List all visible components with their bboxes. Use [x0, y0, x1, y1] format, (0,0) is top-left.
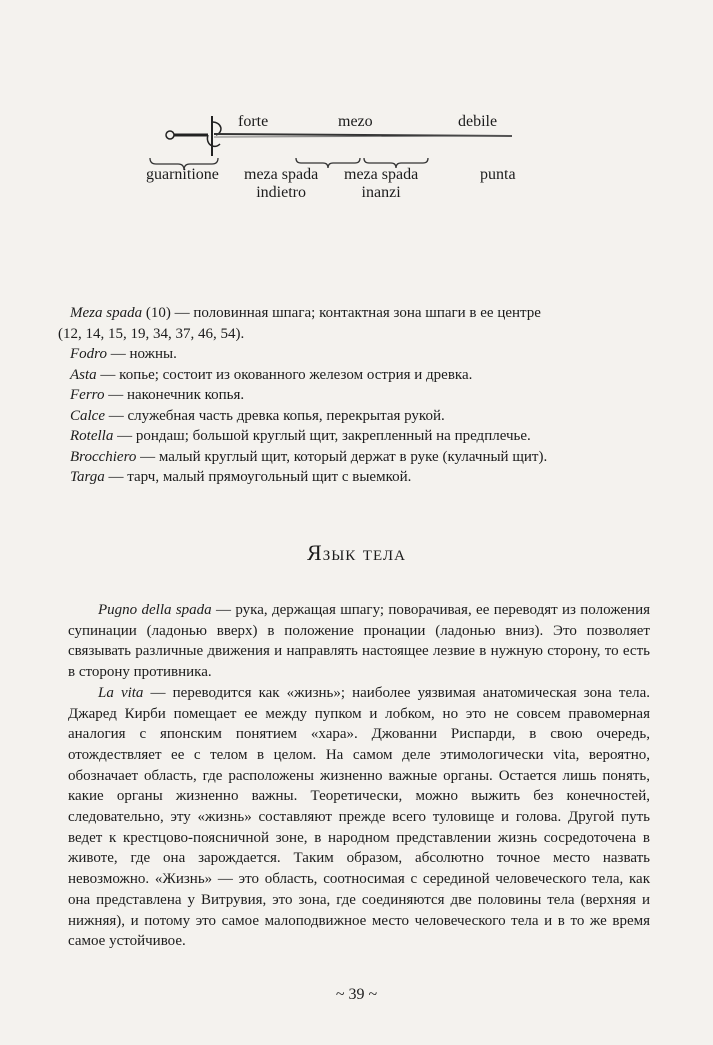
glossary-term: Ferro: [70, 387, 105, 403]
page-number: ~ 39 ~: [335, 986, 378, 1003]
glossary-term: Meza spada: [70, 305, 143, 321]
label-debile: debile: [458, 113, 498, 130]
section-title: Язык тела: [307, 540, 406, 565]
label-meza-spada-inanzi: [344, 166, 418, 202]
body-text: [68, 600, 650, 952]
sword-diagram: [0, 100, 713, 230]
glossary-entry-continuation: (12, 14, 15, 19, 34, 37, 46, 54).: [58, 325, 245, 342]
label-punta: punta: [480, 166, 516, 183]
glossary-entry: [70, 406, 650, 427]
glossary-entry: [70, 447, 650, 468]
label-line2: indietro: [256, 184, 306, 201]
paragraph: [68, 600, 650, 683]
glossary-entry: [70, 303, 650, 324]
glossary-definition: — служебная часть древка копья, перекрытая рукой.: [105, 407, 445, 424]
label-mezo: mezo: [338, 113, 373, 130]
glossary-definition: — малый круглый щит, который держат в руке (кулачный щит).: [136, 448, 548, 465]
glossary-entry: [70, 426, 650, 447]
glossary-term: Fodro: [70, 346, 107, 362]
glossary-definition: — рондаш; большой круглый щит, закрепленный на предплечье.: [113, 428, 531, 444]
glossary-definition: — наконечник копья.: [104, 387, 245, 403]
paragraph: [68, 683, 650, 952]
label-forte: forte: [238, 113, 269, 130]
glossary-term: Rotella: [70, 428, 114, 444]
label-line1: meza spada: [244, 166, 319, 183]
label-guarnitione: guarnitione: [146, 166, 219, 183]
label-line1: meza spada: [344, 166, 419, 183]
glossary-definition: (10) — половинная шпага; контактная зона шпаги в ее центре: [142, 305, 541, 321]
glossary-term: Brocchiero: [70, 448, 137, 465]
glossary-entry: [70, 365, 650, 386]
paragraph-term: La vita: [98, 684, 144, 701]
glossary-definition: — копье; состоит из окованного железом острия и древка.: [96, 366, 473, 383]
label-meza-spada-indietro: [244, 166, 318, 202]
paragraph-text: — рука, держащая шпагу; поворачивая, ее переводят из положения супинации (ладонью вверх) в положение пронации (ладонью вниз). Это позволяет связывать различные движения и направлять настоящее лезвие в нужную сторону, то есть в сторону противника.: [68, 602, 651, 681]
glossary-list: [58, 303, 650, 488]
glossary-term: Asta: [70, 366, 97, 383]
glossary-term: Calce: [70, 407, 105, 424]
glossary-entry: [70, 344, 650, 365]
paragraph-term: Pugno della spada: [98, 602, 212, 618]
paragraph-text: — переводится как «жизнь»; наиболее уязвимая анатомическая зона тела. Джаред Кирби помещает ее между пупком и лобком, но это не совсем правомерная аналогия с японским понятием «хара». Джованни Риспарди, в свою очередь, отождествляет ее с телом в целом. На самом деле этимологически vita, вероятно, обозначает область, где расположены жизненно важные органы. Остается лишь понять, какие органы жизненно важны. Теоретически, можно выжить без конечностей, следовательно, эту «жизнь» составляют прежде всего туловище и голова. Другой путь ведет к крестцово-поясничной зоне, в народном представлении жизнь сосредоточена в животе, где она зарождается. Таким образом, абсолютно точное место назвать невозможно. «Жизнь» — это область, соотносимая с серединой человеческого тела, как она представлена у Витрувия, это зона, где соединяются две половины тела (верхняя и нижняя), и потому это самое малоподвижное место человеческого тела и в то же время самое устойчивое.: [68, 684, 650, 950]
label-line2: inanzi: [361, 184, 401, 201]
glossary-entry: [70, 467, 650, 488]
glossary-term: Targa: [70, 469, 105, 485]
glossary-definition: — ножны.: [106, 346, 177, 362]
glossary-entry: [70, 385, 650, 406]
glossary-definition: — тарч, малый прямоугольный щит с выемкой.: [104, 469, 412, 485]
